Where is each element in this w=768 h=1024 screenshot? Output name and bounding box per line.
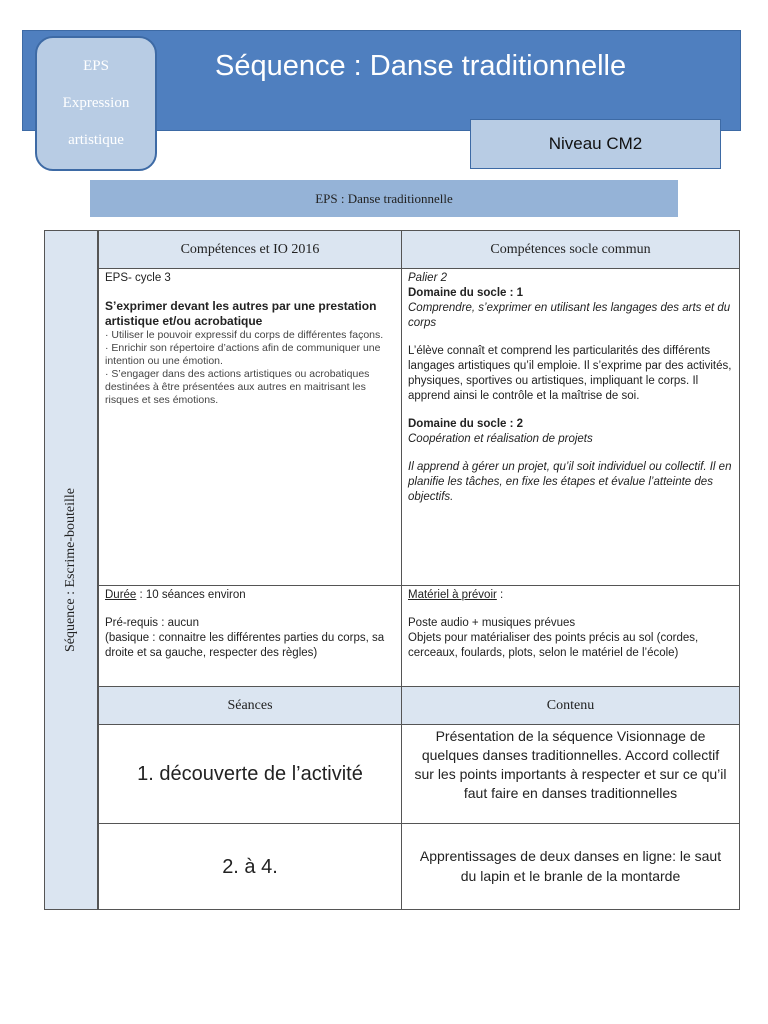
session-content: Présentation de la séquence Visionnage de quelques danses traditionnelles. Accord collectif sur les points importants à respecter et sur ce qu’il faut faire en danses traditionnelles — [414, 728, 727, 801]
badge-line-expression: Expression — [62, 95, 130, 111]
level-box: Niveau CM2 — [470, 119, 721, 169]
contenu-header: Contenu — [402, 687, 739, 724]
io-item: · Utiliser le pouvoir expressif du corps de différentes façons. — [105, 329, 384, 341]
eps-badge — [35, 36, 157, 171]
material-cell — [402, 586, 739, 686]
session-content: Apprentissages de deux danses en ligne: le saut du lapin et le branle de la montarde — [419, 848, 722, 884]
socle-palier: Palier 2 — [408, 272, 447, 284]
io-cycle: EPS- cycle 3 — [105, 272, 171, 284]
badge-line-eps: EPS — [83, 58, 109, 74]
domain1-text: L’élève connaît et comprend les particularités des différents langages artistiques qu’il emploie. Il s’exprime par des activités, physiques, sportives ou artistiques, impliquant le corps. Il apprend ainsi le contrôle et la maîtrise de soi. — [408, 345, 732, 402]
domain1-title: Domaine du socle : 1 — [408, 287, 524, 299]
duration-value: : 10 séances environ — [136, 589, 246, 601]
page-title: Séquence : Danse traditionnelle — [215, 50, 627, 82]
domain2-title: Domaine du socle : 2 — [408, 418, 524, 430]
row-divider — [99, 686, 739, 687]
row-divider — [99, 585, 739, 586]
io-item: · S’engager dans des actions artistiques ou acrobatiques destinées à être présentées aux autres en maitrisant les risques et ses émotions. — [105, 368, 370, 406]
material-label: Matériel à prévoir — [408, 589, 497, 601]
sequence-side-label — [44, 230, 98, 910]
side-label-text: Séquence : Escrime-bouteille — [63, 487, 78, 653]
col2-header: Compétences socle commun — [402, 231, 739, 268]
col1-header: Compétences et IO 2016 — [99, 231, 401, 268]
subtitle-bar: EPS : Danse traditionnelle — [90, 180, 678, 217]
io-cell — [99, 269, 401, 585]
session-title: 2. à 4. — [222, 855, 278, 878]
domain2-text: Il apprend à gérer un projet, qu’il soit individuel ou collectif. Il en planifie les tâches, en fixe les étapes et évalue l’atteinte des objectifs. — [408, 461, 732, 503]
domain2-subtitle: Coopération et réalisation de projets — [408, 433, 593, 445]
material-line: Poste audio + musiques prévues — [408, 617, 576, 629]
prereq-detail: (basique : connaitre les différentes parties du corps, sa droite et sa gauche, respecter des règles) — [105, 632, 385, 659]
prereq: Pré-requis : aucun — [105, 617, 199, 629]
io-item: · Enrichir son répertoire d’actions afin de communiquer une intention ou une émotion. — [105, 342, 381, 367]
seances-header: Séances — [99, 687, 401, 724]
row-divider — [99, 268, 739, 269]
duration-cell — [99, 586, 401, 686]
socle-cell — [402, 269, 739, 585]
session-title: 1. découverte de l’activité — [137, 762, 363, 785]
io-objective: S’exprimer devant les autres par une prestation artistique et/ou acrobatique — [105, 299, 377, 328]
duration-label: Durée — [105, 589, 137, 601]
material-suffix: : — [496, 589, 504, 601]
badge-line-artistique: artistique — [68, 132, 124, 148]
column-divider — [401, 231, 402, 910]
sequence-table — [98, 230, 740, 910]
row-divider — [99, 724, 739, 725]
material-line: Objets pour matérialiser des points précis au sol (cordes, cerceaux, foulards, plots, selon le matériel de l’école) — [408, 632, 699, 659]
domain1-subtitle: Comprendre, s’exprimer en utilisant les langages des arts et du corps — [408, 302, 731, 329]
row-divider — [99, 823, 739, 824]
